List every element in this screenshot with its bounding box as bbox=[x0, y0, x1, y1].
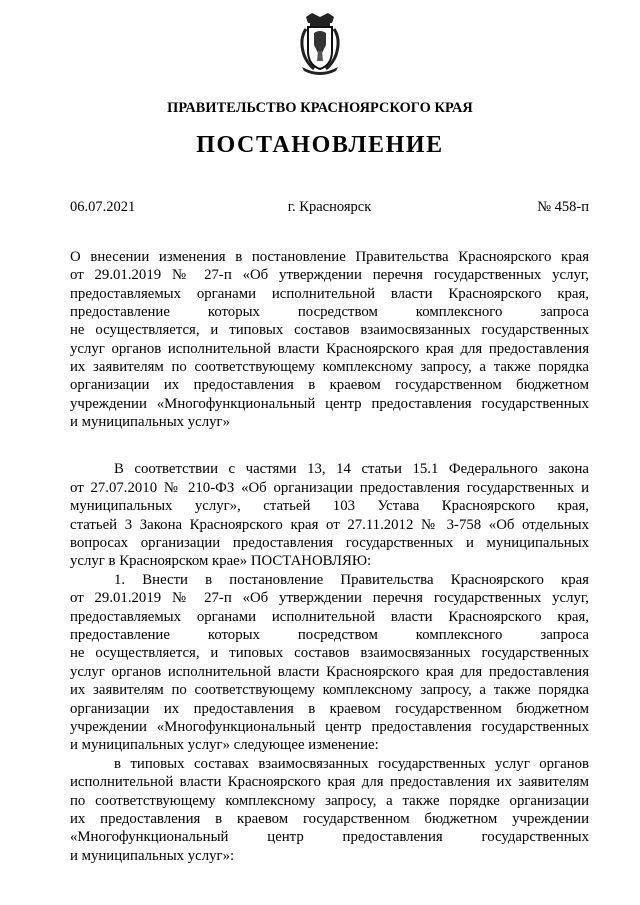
title-line: не осуществляется, и типовых составов взаимосвязанных государственных bbox=[70, 322, 589, 338]
body-line: статьей 3 Закона Красноярского края от 27.11.2012 № 3-758 «Об отдельных bbox=[70, 517, 589, 533]
body-line: вопросах организации предоставления государственных и муниципальных bbox=[70, 535, 589, 551]
body-line: услуг органов исполнительной власти Красноярского края для предоставления bbox=[70, 664, 589, 680]
document-city: г. Красноярск bbox=[287, 199, 372, 215]
body-line: и муниципальных услуг» следующее изменение: bbox=[70, 737, 379, 753]
body-line: 1. Внести в постановление Правительства Красноярского края bbox=[114, 572, 589, 588]
title-line: и муниципальных услуг» bbox=[70, 414, 230, 430]
title-line: О внесении изменения в постановление Правительства Красноярского края bbox=[70, 249, 589, 265]
document-number: № 458-п bbox=[537, 199, 589, 215]
government-name: ПРАВИТЕЛЬСТВО КРАСНОЯРСКОГО КРАЯ bbox=[167, 100, 473, 116]
body-line: услуг в Красноярском крае» ПОСТАНОВЛЯЮ: bbox=[70, 553, 372, 569]
body-line: их предоставления в краевом государственном бюджетном учреждении bbox=[70, 811, 589, 827]
body-line: от 29.01.2019 № 27-п «Об утверждении перечня государственных услуг, bbox=[70, 590, 589, 606]
body-line: и муниципальных услуг»: bbox=[70, 848, 235, 864]
title-line: их заявителям по соответствующему комплексному запросу, а также порядка bbox=[70, 359, 589, 375]
date-line bbox=[70, 199, 589, 217]
body-line: по соответствующему комплексному запросу, а также порядке организации bbox=[70, 793, 589, 809]
title-line: предоставление которых посредством комплексного запроса bbox=[70, 304, 589, 320]
body-line: исполнительной власти Красноярского края для предоставления их заявителям bbox=[70, 774, 589, 790]
body-line: от 27.07.2010 № 210-ФЗ «Об организации предоставления государственных и bbox=[70, 480, 589, 496]
document-type-title: ПОСТАНОВЛЕНИЕ bbox=[196, 132, 444, 158]
body-line: учреждении «Многофункциональный центр предоставления государственных bbox=[70, 719, 589, 735]
title-line: от 29.01.2019 № 27-п «Об утверждении перечня государственных услуг, bbox=[70, 267, 589, 283]
body-line: муниципальных услуг», статьей 103 Устава Красноярского края, bbox=[70, 498, 589, 514]
title-line: организации их предоставления в краевом государственном бюджетном bbox=[70, 377, 589, 393]
body-line: предоставляемых органами исполнительной власти Красноярского края, bbox=[70, 609, 589, 625]
body-line: предоставление которых посредством комплексного запроса bbox=[70, 627, 589, 643]
title-line: учреждении «Многофункциональный центр предоставления государственных bbox=[70, 396, 589, 412]
body-line: организации их предоставления в краевом государственном бюджетном bbox=[70, 701, 589, 717]
body-line: их заявителям по соответствующему комплексному запросу, а также порядка bbox=[70, 682, 589, 698]
body-line: В соответствии с частями 13, 14 статьи 15.1 Федерального закона bbox=[114, 461, 589, 477]
body-line: в типовых составах взаимосвязанных государственных услуг органов bbox=[114, 756, 589, 772]
title-line: услуг органов исполнительной власти Красноярского края для предоставления bbox=[70, 341, 589, 357]
document-date: 06.07.2021 bbox=[70, 199, 136, 215]
body-line: «Многофункциональный центр предоставления государственных bbox=[70, 829, 589, 845]
body-line: не осуществляется, и типовых составов взаимосвязанных государственных bbox=[70, 645, 589, 661]
coat-of-arms-emblem bbox=[296, 11, 344, 77]
title-line: предоставляемых органами исполнительной власти Красноярского края, bbox=[70, 286, 589, 302]
